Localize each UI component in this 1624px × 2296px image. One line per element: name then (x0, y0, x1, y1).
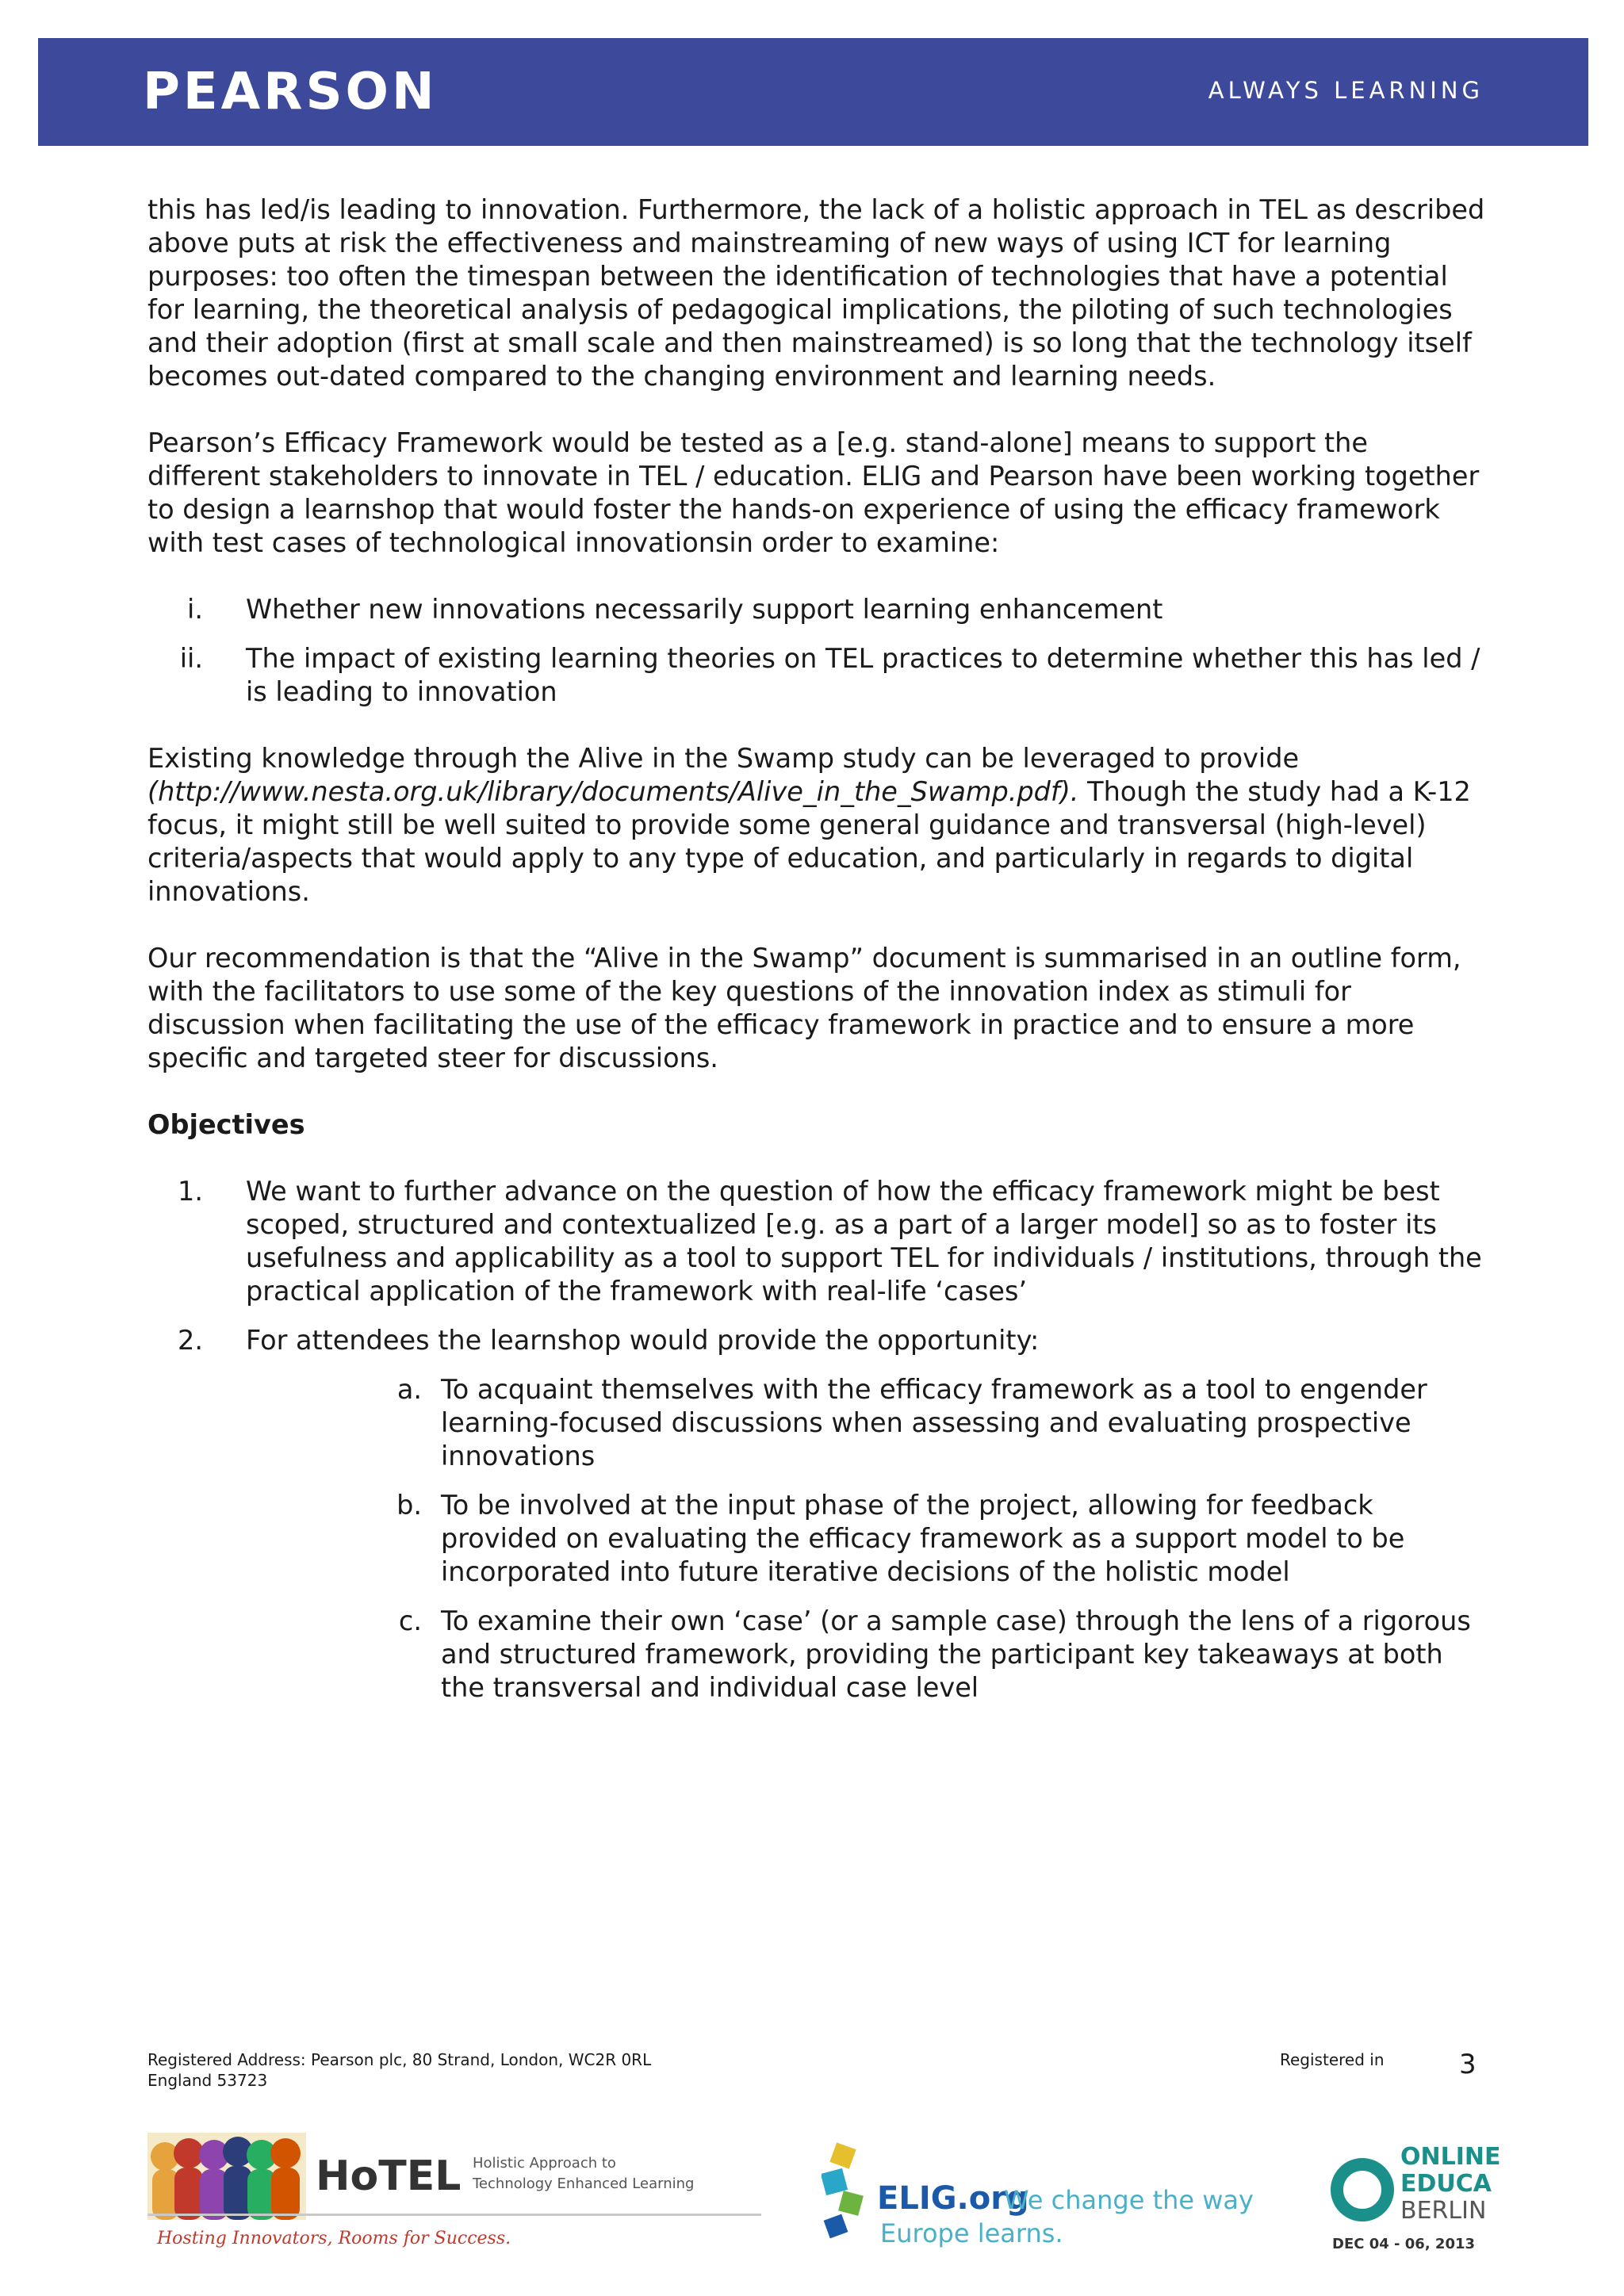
header-tagline: ALWAYS LEARNING (1208, 77, 1484, 104)
objectives-list (147, 1175, 1488, 1705)
list-item (147, 593, 1488, 626)
svg-text:DEC 04 - 06, 2013: DEC 04 - 06, 2013 (1332, 2236, 1476, 2252)
svg-text:HoTEL: HoTEL (316, 2152, 462, 2200)
list-item (147, 1175, 1488, 1308)
paragraph-text: Existing knowledge through the Alive in the Swamp study can be leveraged to provide (147, 743, 1300, 774)
footer-address (147, 2049, 782, 2091)
paragraph-recommendation: Our recommendation is that the “Alive in the Swamp” document is summarised in an outline form, with the facilitators to use some of the key questions of the innovation index as stimuli for discussion when facilitating the use of the efficacy framework in practice and to ensure a more specific and targeted steer for discussions. (147, 943, 1461, 1073)
swamp-study-link[interactable]: (http://www.nesta.org.uk/library/documents/Alive_in_the_Swamp.pdf). (147, 776, 1079, 807)
list-marker: 2. (178, 1325, 203, 1356)
list-item-text: To examine their own ‘case’ (or a sample case) through the lens of a rigorous and structured framework, providing the participant key takeaways at both the transversal and individual case level (441, 1605, 1471, 1703)
page-number: 3 (1459, 2049, 1477, 2080)
paragraph-intro: this has led/is leading to innovation. Furthermore, the lack of a holistic approach in TEL as described above puts at risk the effectiveness and mainstreaming of new ways of using ICT for learning purposes: too often the timespan between the identification of technologies that have a potential for learning, the theoretical analysis of pedagogical implications, the piloting of such technologies and their adoption (first at small scale and then mainstreamed) is so long that the technology itself becomes out-dated compared to the changing environment and learning needs. (147, 194, 1485, 392)
svg-text:We change the way: We change the way (1004, 2185, 1254, 2215)
list-item-text: We want to further advance on the question of how the efficacy framework might be best scoped, structured and contextualized [e.g. as a part of a larger model] so as to foster its usefulness and applicability as a tool to support TEL for individuals / institutions, through the practical application of the framework with real-life ‘cases’ (246, 1176, 1482, 1307)
objectives-heading: Objectives (147, 1109, 305, 1140)
list-marker: c. (398, 1605, 422, 1636)
online-educa-berlin-logo (1329, 2141, 1519, 2260)
list-marker: b. (396, 1490, 422, 1521)
oeb-ring-icon (1337, 2164, 1388, 2215)
hotel-logo (147, 2133, 761, 2253)
footer-address-line: England 53723 (147, 2071, 268, 2090)
footer-address-line: Registered Address: Pearson plc, 80 Strand, London, WC2R 0RL (147, 2050, 652, 2069)
elig-puzzle-icon (822, 2142, 864, 2238)
footer-registered: Registered in (1280, 2050, 1385, 2069)
sub-objectives-list (246, 1373, 1488, 1705)
header-banner (38, 38, 1588, 146)
list-item (147, 642, 1488, 709)
list-item (246, 1605, 1488, 1705)
svg-text:Europe learns.: Europe learns. (880, 2218, 1063, 2248)
list-item (246, 1489, 1488, 1589)
list-marker: 1. (178, 1176, 203, 1207)
svg-text:Hosting Innovators, Rooms for: Hosting Innovators, Rooms for Success. (157, 2229, 511, 2248)
list-marker: i. (187, 594, 203, 625)
paragraph-text: Though the study had a K-12 focus, it might still be well suited to provide some general guidance and transversal (high-level) criteria/aspects that would apply to any type of education, and particularly in regards to digital innovations. (147, 776, 1471, 907)
svg-text:ONLINE: ONLINE (1400, 2143, 1501, 2171)
list-marker: ii. (179, 643, 203, 674)
list-item-text: For attendees the learnshop would provide the opportunity: (246, 1325, 1040, 1356)
document-body (147, 193, 1488, 1738)
svg-text:Holistic Approach to: Holistic Approach to (473, 2155, 616, 2172)
svg-text:Technology Enhanced Learning: Technology Enhanced Learning (473, 2175, 695, 2192)
pearson-logo: PEARSON (143, 63, 438, 121)
elig-logo (822, 2141, 1266, 2252)
paragraph-alive-in-swamp (147, 742, 1488, 909)
list-marker: a. (396, 1374, 422, 1405)
list-item-text: To acquaint themselves with the efficacy framework as a tool to engender learning-focused discussions when assessing and evaluating prospective innovations (441, 1374, 1427, 1471)
list-item-text: To be involved at the input phase of the project, allowing for feedback provided on evaluating the efficacy framework as a support model to be incorporated into future iterative decisions of the holistic model (441, 1490, 1405, 1587)
paragraph-efficacy-framework: Pearson’s Efficacy Framework would be tested as a [e.g. stand-alone] means to support the different stakeholders to innovate in TEL / education. ELIG and Pearson have been working together to design a learnshop that would foster the hands-on experience of using the efficacy framework with test cases of technological innovationsin order to examine: (147, 427, 1480, 558)
list-item (147, 1324, 1488, 1705)
list-item-text: The impact of existing learning theories on TEL practices to determine whether this has led / is leading to innovation (246, 643, 1480, 707)
svg-text:BERLIN: BERLIN (1400, 2197, 1487, 2225)
list-item-text: Whether new innovations necessarily support learning enhancement (246, 594, 1163, 625)
people-silhouettes-icon (147, 2133, 306, 2220)
list-item (246, 1373, 1488, 1473)
svg-text:ELIG.org: ELIG.org (877, 2180, 1029, 2217)
roman-list (147, 593, 1488, 709)
svg-text:EDUCA: EDUCA (1400, 2170, 1492, 2198)
